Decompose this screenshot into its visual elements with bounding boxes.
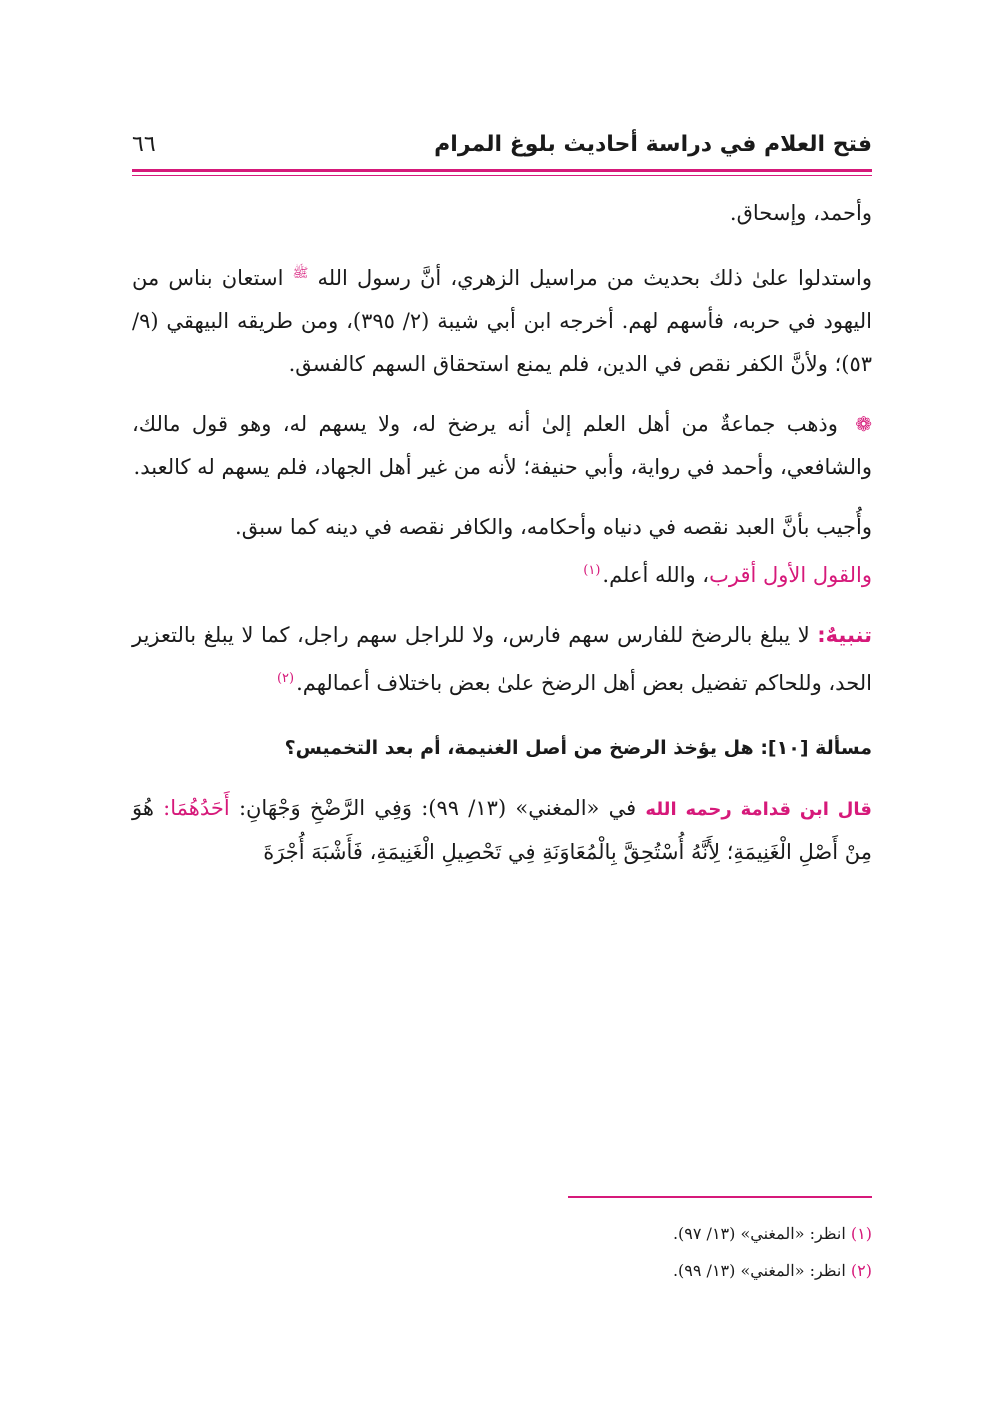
footnotes [132, 1215, 872, 1289]
footnote-rule [568, 1196, 872, 1198]
main-text [132, 192, 872, 874]
paragraph-text: وأحمد، وإسحاق. [729, 201, 872, 225]
footnote [132, 1252, 872, 1289]
paragraph-text: وأُجيب بأنَّ العبد نقصه في دنياه وأحكامه، والكافر نقصه في دينه كما سبق. [235, 515, 872, 539]
notice-label: تنبيهٌ: [817, 623, 872, 647]
paragraph-text: ، والله أعلم. [602, 563, 710, 587]
paragraph-text: واستدلوا علىٰ ذلك بحديث من مراسيل الزهري، أنَّ رسول الله [317, 266, 872, 290]
paragraph [132, 549, 872, 597]
paragraph-text: لا يبلغ بالرضخ للفارس سهم فارس، ولا للراجل سهم راجل، كما لا يبلغ بالتعزير الحد، وللحاكم تفضيل بعض أهل الرضخ علىٰ بعض باختلاف أعمالهم. [132, 623, 872, 695]
paragraph [132, 506, 872, 549]
paragraph-text: هُوَ مِنْ أَصْلِ الْغَنِيمَةِ؛ لِأَنَّهُ أُسْتُحِقَّ بِالْمُعَاوَنَةِ فِي تَحْصِيلِ الْغَنِيمَةِ، فَأَشْبَهَ أُجْرَةَ [132, 796, 872, 864]
header-rule-thick [132, 169, 872, 172]
paragraph [132, 403, 872, 489]
paragraph [132, 252, 872, 386]
highlighted-text: والقول الأول أقرب [709, 563, 872, 587]
footnote-ref[interactable]: (٢) [276, 671, 295, 686]
paragraph-text: استعان بناس من اليهود في حربه، فأسهم لهم. أخرجه ابن أبي شيبة (٢/ ٣٩٥)، ومن طريقه البيهقي (٩/ ٥٣)؛ ولأنَّ الكفر نقص في الدين، فلم يمنع استحقاق السهم كالفسق. [132, 266, 872, 376]
paragraph [132, 787, 872, 874]
page-number: ٦٦ [132, 132, 156, 157]
footnote-ref[interactable]: (١) [583, 563, 601, 578]
paragraph [132, 192, 872, 235]
page-header [132, 128, 872, 168]
footnote-text: انظر: «المغني» (١٣/ ٩٧). [672, 1224, 846, 1243]
footnote-text: انظر: «المغني» (١٣/ ٩٩). [672, 1261, 846, 1280]
paragraph-text: وذهب جماعةٌ من أهل العلم إلىٰ أنه يرضخ له، ولا يسهم له، وهو قول مالك، والشافعي، وأحمد في رواية، وأبي حنيفة؛ لأنه من غير أهل الجهاد، فلم يسهم له كالعبد. [132, 412, 872, 479]
footnote [132, 1215, 872, 1252]
speaker-label: قال ابن قدامة رحمه الله [645, 799, 872, 820]
question-heading: مسألة [١٠]: هل يؤخذ الرضخ من أصل الغنيمة، أم بعد التخميس؟ [284, 737, 872, 759]
running-title: فتح العلام في دراسة أحاديث بلوغ المرام [434, 132, 872, 157]
footnote-number: (٢) [850, 1261, 872, 1280]
honorific-glyph: ﷺ [292, 266, 309, 281]
footnote-number: (١) [850, 1224, 872, 1243]
paragraph [132, 614, 872, 705]
header-rule-thin [132, 175, 872, 176]
highlighted-text: أَحَدُهُمَا: [163, 796, 230, 820]
paragraph-text: في «المغني» (١٣/ ٩٩): وَفِي الرَّضْخِ وَجْهَانِ: [238, 796, 637, 820]
flower-marker-icon: ❁ [855, 412, 872, 436]
